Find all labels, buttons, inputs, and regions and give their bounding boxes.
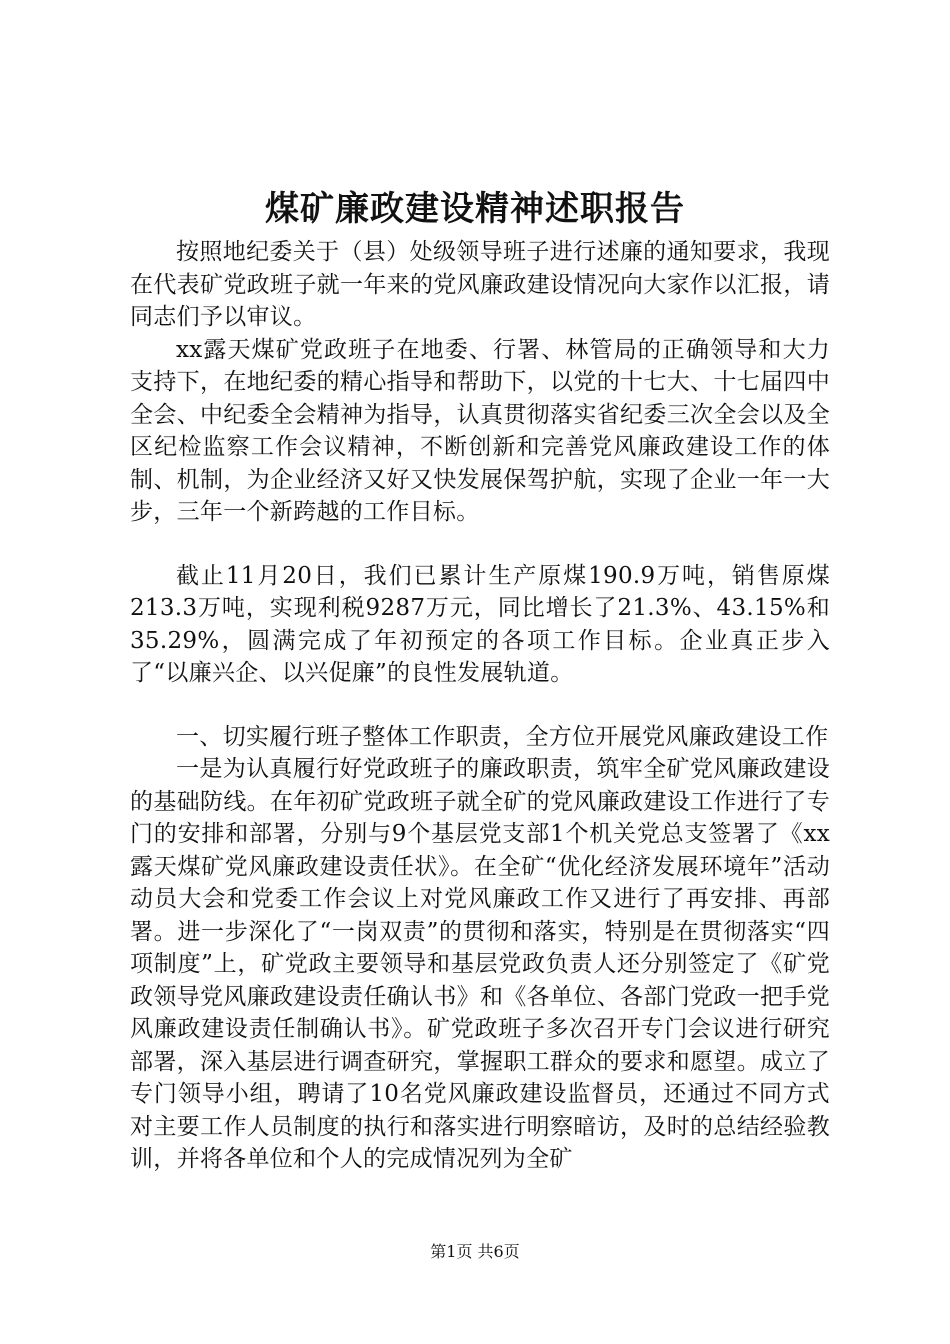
section-heading-one: 一、切实履行班子整体工作职责，全方位开展党风廉政建设工作	[176, 723, 829, 750]
paragraph-overview: xx露天煤矿党政班子在地委、行署、林管局的正确领导和大力支持下，在地纪委的精心指导和帮助下，以党的十七大、十七届四中全会、中纪委全会精神为指导，认真贯彻落实省纪委三次全会以及全区纪检监察工作会议精神，不断创新和完善党风廉政建设工作的体制、机制，为企业经济又好又快发展保驾护航，实现了企业一年一大步，三年一个新跨越的工作目标。	[130, 336, 830, 525]
paragraph-section-one-body: 一是为认真履行好党政班子的廉政职责，筑牢全矿党风廉政建设的基础防线。在年初矿党政班子就全矿的党风廉政建设工作进行了专门的安排和部署，分别与9个基层党支部1个机关党总支签署了《xx露天煤矿党风廉政建设责任状》。在全矿“优化经济发展环境年”活动动员大会和党委工作会议上对党风廉政工作又进行了再安排、再部署。进一步深化了“一岗双责”的贯彻和落实，特别是在贯彻落实“四项制度”上，矿党政主要领导和基层党政负责人还分别签定了《矿党政领导党风廉政建设责任确认书》和《各单位、各部门党政一把手党风廉政建设责任制确认书》。矿党政班子多次召开专门会议进行研究部署，深入基层进行调查研究，掌握职工群众的要求和愿望。成立了专门领导小组，聘请了10名党风廉政建设监督员，还通过不同方式对主要工作人员制度的执行和落实进行明察暗访，及时的总结经验教训，并将各单位和个人的完成情况列为全矿	[130, 756, 830, 1172]
page-number-footer: 第1页 共6页	[430, 1242, 520, 1261]
document-title: 煤矿廉政建设精神述职报告	[265, 189, 685, 229]
document-body	[130, 236, 830, 1176]
paragraph-intro: 按照地纪委关于（县）处级领导班子进行述廉的通知要求，我现在代表矿党政班子就一年来的党风廉政建设情况向大家作以汇报，请同志们予以审议。	[130, 239, 830, 330]
paragraph-statistics: 截止11月20日，我们已累计生产原煤190.9万吨，销售原煤213.3万吨，实现利税9287万元，同比增长了21.3%、43.15%和35.29%，圆满完成了年初预定的各项工作目标。企业真正步入了“以廉兴企、以兴促廉”的良性发展轨道。	[130, 562, 830, 686]
